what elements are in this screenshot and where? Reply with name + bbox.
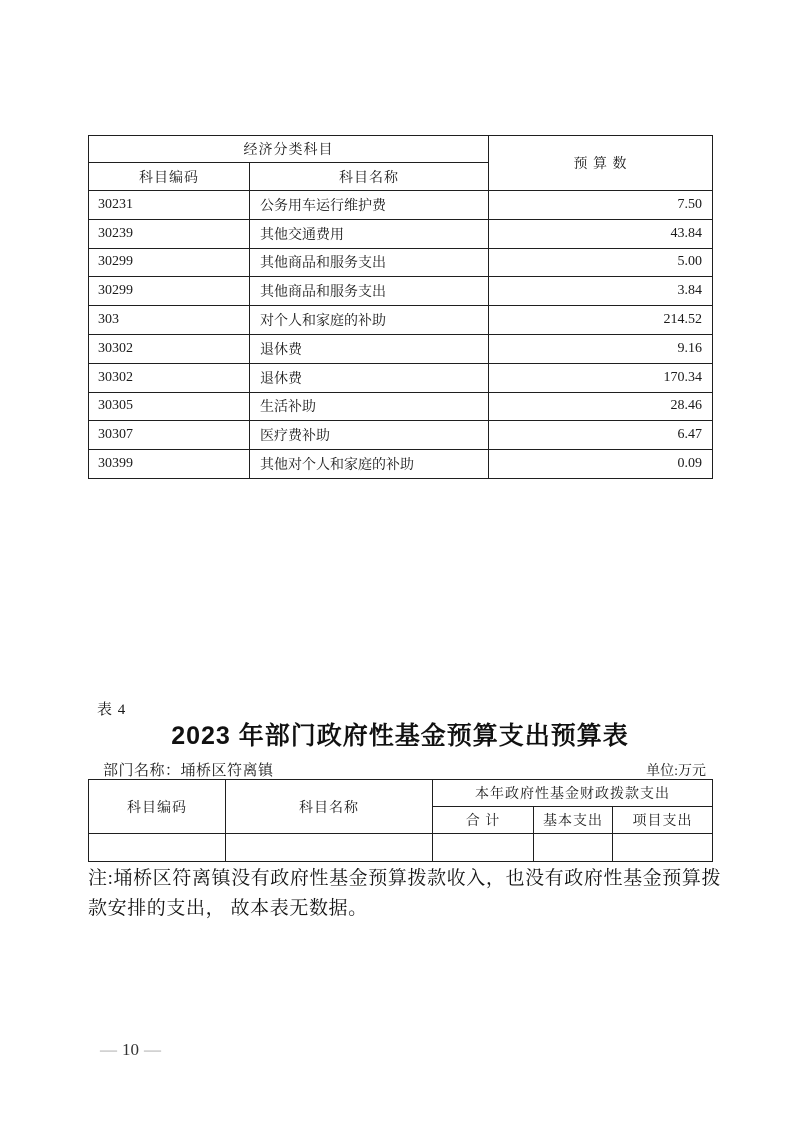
gov-fund-budget-table: [88, 779, 713, 862]
department-name: 部门名称：埇桥区符离镇: [103, 763, 274, 779]
header-project-expenditure: 项目支出: [613, 807, 713, 834]
page-number-dash-left: —: [100, 1040, 117, 1059]
code-cell: [89, 834, 226, 862]
code-cell: 30239: [89, 219, 250, 248]
header-total: 合 计: [433, 807, 534, 834]
table-row: [89, 277, 713, 306]
name-cell: 退休费: [250, 334, 489, 363]
note-line-1: 注:埇桥区符离镇没有政府性基金预算拨款收入，也没有政府性基金预算拨: [88, 868, 722, 889]
budget-cell: 0.09: [489, 450, 713, 479]
code-cell: 30299: [89, 277, 250, 306]
header-subject-code: 科目编码: [89, 780, 226, 834]
expenditure-classification-table: [88, 135, 713, 479]
header-subject-name: 科目名称: [250, 163, 489, 191]
name-cell: 对个人和家庭的补助: [250, 306, 489, 335]
note-line-2: 款安排的支出， 故本表无数据。: [88, 898, 368, 919]
name-cell: 退休费: [250, 363, 489, 392]
table-row: [89, 219, 713, 248]
code-cell: 30307: [89, 421, 250, 450]
header-subject-name: 科目名称: [226, 780, 433, 834]
table-row: [89, 334, 713, 363]
code-cell: 30231: [89, 191, 250, 220]
project-cell: [613, 834, 713, 862]
budget-cell: 6.47: [489, 421, 713, 450]
table-row: [89, 392, 713, 421]
budget-cell: 170.34: [489, 363, 713, 392]
page-number-dash-right: —: [144, 1040, 161, 1059]
name-cell: 生活补助: [250, 392, 489, 421]
total-cell: [433, 834, 534, 862]
name-cell: 公务用车运行维护费: [250, 191, 489, 220]
table-row: [89, 450, 713, 479]
header-subject-code: 科目编码: [89, 163, 250, 191]
name-cell: 其他商品和服务支出: [250, 277, 489, 306]
code-cell: 30302: [89, 334, 250, 363]
code-cell: 30302: [89, 363, 250, 392]
empty-table-row: [89, 834, 713, 862]
budget-cell: 5.00: [489, 248, 713, 277]
budget-cell: 3.84: [489, 277, 713, 306]
name-cell: [226, 834, 433, 862]
name-cell: 其他交通费用: [250, 219, 489, 248]
table-row: [89, 306, 713, 335]
table-row: [89, 248, 713, 277]
table-row: [89, 191, 713, 220]
table-note: [88, 864, 728, 924]
unit-label: 单位:万元: [646, 764, 706, 779]
header-economic-classification: 经济分类科目: [89, 136, 489, 163]
name-cell: 医疗费补助: [250, 421, 489, 450]
budget-cell: 9.16: [489, 334, 713, 363]
header-basic-expenditure: 基本支出: [534, 807, 613, 834]
name-cell: 其他商品和服务支出: [250, 248, 489, 277]
budget-cell: 43.84: [489, 219, 713, 248]
page-number: [95, 1040, 166, 1060]
code-cell: 30305: [89, 392, 250, 421]
header-budget-amount: 预 算 数: [489, 136, 713, 191]
table-meta-row: [88, 759, 712, 780]
basic-cell: [534, 834, 613, 862]
budget-cell: 28.46: [489, 392, 713, 421]
page-number-value: 10: [122, 1040, 139, 1059]
table-row: [89, 421, 713, 450]
table-header-row: [89, 780, 713, 807]
section-title: 2023 年部门政府性基金预算支出预算表: [171, 722, 629, 750]
code-cell: 303: [89, 306, 250, 335]
table-row: [89, 363, 713, 392]
name-cell: 其他对个人和家庭的补助: [250, 450, 489, 479]
budget-cell: 7.50: [489, 191, 713, 220]
header-fund-appropriation-group: 本年政府性基金财政拨款支出: [433, 780, 713, 807]
table4-label: 表 4: [97, 702, 127, 718]
budget-cell: 214.52: [489, 306, 713, 335]
table-header-row: [89, 136, 713, 163]
code-cell: 30399: [89, 450, 250, 479]
code-cell: 30299: [89, 248, 250, 277]
